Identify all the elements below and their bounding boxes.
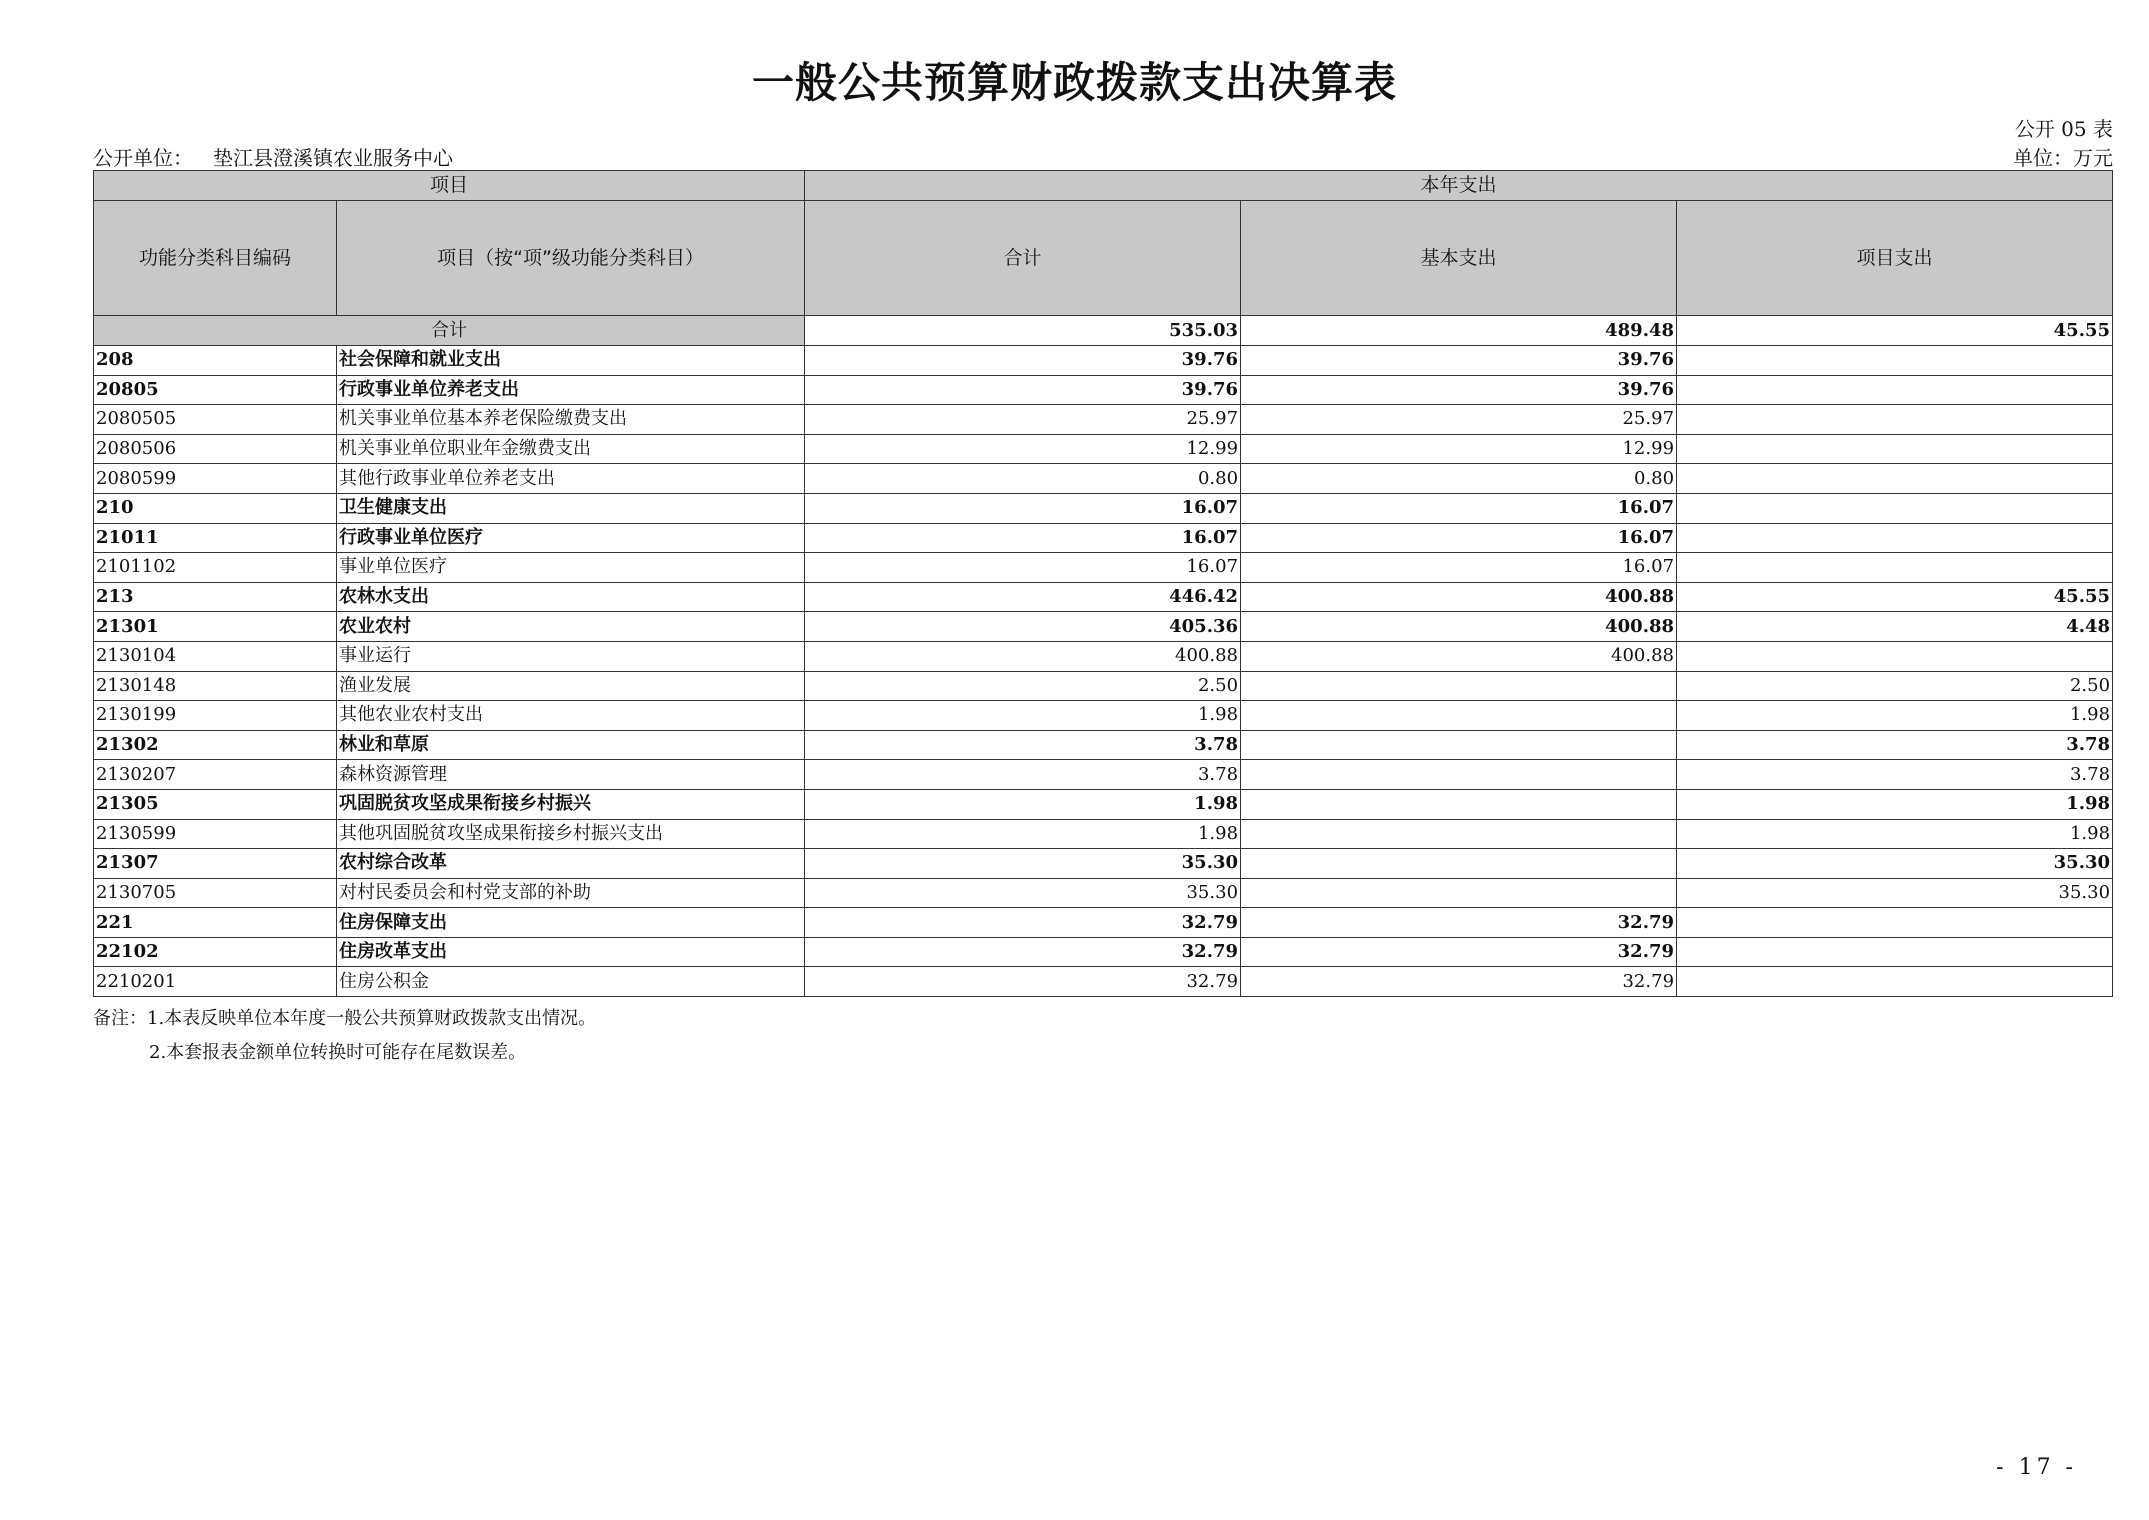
row-project: 1.98 bbox=[1677, 819, 2113, 849]
row-code: 21301 bbox=[94, 612, 337, 642]
unit-label: 单位：万元 bbox=[2013, 146, 2113, 170]
note-2: 2.本套报表金额单位转换时可能存在尾数误差。 bbox=[149, 1042, 527, 1063]
row-code: 208 bbox=[94, 346, 337, 376]
row-basic bbox=[1241, 671, 1677, 701]
row-name: 事业单位医疗 bbox=[337, 553, 805, 583]
total-label: 合计 bbox=[94, 316, 805, 346]
row-name: 其他巩固脱贫攻坚成果衔接乡村振兴支出 bbox=[337, 819, 805, 849]
page-number: - 17 - bbox=[1996, 1455, 2077, 1480]
row-code: 2130199 bbox=[94, 701, 337, 731]
total-basic: 489.48 bbox=[1241, 316, 1677, 346]
table-row bbox=[94, 434, 2113, 464]
row-total: 25.97 bbox=[805, 405, 1241, 435]
row-total: 35.30 bbox=[805, 849, 1241, 879]
header-name: 项目（按“项”级功能分类科目） bbox=[337, 201, 805, 316]
row-code: 21011 bbox=[94, 523, 337, 553]
row-basic: 25.97 bbox=[1241, 405, 1677, 435]
row-name: 住房公积金 bbox=[337, 967, 805, 997]
header-code: 功能分类科目编码 bbox=[94, 201, 337, 316]
row-basic: 32.79 bbox=[1241, 908, 1677, 938]
row-basic bbox=[1241, 849, 1677, 879]
row-basic bbox=[1241, 730, 1677, 760]
org-label: 公开单位： bbox=[93, 146, 193, 170]
row-name: 森林资源管理 bbox=[337, 760, 805, 790]
row-code: 2080506 bbox=[94, 434, 337, 464]
row-basic bbox=[1241, 819, 1677, 849]
row-basic: 16.07 bbox=[1241, 493, 1677, 523]
row-code: 21302 bbox=[94, 730, 337, 760]
row-code: 20805 bbox=[94, 375, 337, 405]
table-row bbox=[94, 553, 2113, 583]
table-row bbox=[94, 701, 2113, 731]
table-row bbox=[94, 730, 2113, 760]
header-basic: 基本支出 bbox=[1241, 201, 1677, 316]
row-name: 渔业发展 bbox=[337, 671, 805, 701]
row-basic: 39.76 bbox=[1241, 346, 1677, 376]
row-basic bbox=[1241, 760, 1677, 790]
row-total: 16.07 bbox=[805, 523, 1241, 553]
row-code: 2210201 bbox=[94, 967, 337, 997]
row-code: 2130599 bbox=[94, 819, 337, 849]
row-basic bbox=[1241, 701, 1677, 731]
table-row bbox=[94, 582, 2113, 612]
table-row bbox=[94, 878, 2113, 908]
row-code: 21307 bbox=[94, 849, 337, 879]
table-row bbox=[94, 967, 2113, 997]
table-row bbox=[94, 937, 2113, 967]
table-row bbox=[94, 671, 2113, 701]
row-name: 住房改革支出 bbox=[337, 937, 805, 967]
header-project-expenditure: 项目支出 bbox=[1677, 201, 2113, 316]
row-project bbox=[1677, 493, 2113, 523]
row-name: 其他行政事业单位养老支出 bbox=[337, 464, 805, 494]
row-total: 35.30 bbox=[805, 878, 1241, 908]
row-project: 1.98 bbox=[1677, 789, 2113, 819]
row-project bbox=[1677, 464, 2113, 494]
row-total: 32.79 bbox=[805, 908, 1241, 938]
row-total: 32.79 bbox=[805, 967, 1241, 997]
row-code: 2130148 bbox=[94, 671, 337, 701]
row-basic: 400.88 bbox=[1241, 612, 1677, 642]
header-total: 合计 bbox=[805, 201, 1241, 316]
row-basic: 12.99 bbox=[1241, 434, 1677, 464]
row-project: 4.48 bbox=[1677, 612, 2113, 642]
row-total: 2.50 bbox=[805, 671, 1241, 701]
row-name: 其他农业农村支出 bbox=[337, 701, 805, 731]
row-project bbox=[1677, 523, 2113, 553]
row-basic: 32.79 bbox=[1241, 967, 1677, 997]
total-row bbox=[94, 316, 2113, 346]
table-row bbox=[94, 612, 2113, 642]
org-name: 垫江县澄溪镇农业服务中心 bbox=[213, 146, 453, 170]
row-project: 45.55 bbox=[1677, 582, 2113, 612]
reporting-unit bbox=[93, 142, 453, 171]
row-code: 2130207 bbox=[94, 760, 337, 790]
row-project: 2.50 bbox=[1677, 671, 2113, 701]
table-row bbox=[94, 849, 2113, 879]
row-code: 2130705 bbox=[94, 878, 337, 908]
row-basic: 39.76 bbox=[1241, 375, 1677, 405]
row-total: 32.79 bbox=[805, 937, 1241, 967]
row-name: 卫生健康支出 bbox=[337, 493, 805, 523]
row-name: 行政事业单位养老支出 bbox=[337, 375, 805, 405]
row-name: 机关事业单位基本养老保险缴费支出 bbox=[337, 405, 805, 435]
row-code: 213 bbox=[94, 582, 337, 612]
row-project bbox=[1677, 937, 2113, 967]
row-total: 1.98 bbox=[805, 819, 1241, 849]
row-total: 1.98 bbox=[805, 789, 1241, 819]
row-project bbox=[1677, 908, 2113, 938]
row-name: 机关事业单位职业年金缴费支出 bbox=[337, 434, 805, 464]
row-project: 3.78 bbox=[1677, 760, 2113, 790]
table-row bbox=[94, 464, 2113, 494]
row-name: 社会保障和就业支出 bbox=[337, 346, 805, 376]
table-row bbox=[94, 405, 2113, 435]
row-code: 2080505 bbox=[94, 405, 337, 435]
row-name: 农村综合改革 bbox=[337, 849, 805, 879]
row-total: 12.99 bbox=[805, 434, 1241, 464]
row-total: 39.76 bbox=[805, 375, 1241, 405]
table-row bbox=[94, 789, 2113, 819]
row-name: 巩固脱贫攻坚成果衔接乡村振兴 bbox=[337, 789, 805, 819]
row-project: 1.98 bbox=[1677, 701, 2113, 731]
row-name: 林业和草原 bbox=[337, 730, 805, 760]
row-project: 3.78 bbox=[1677, 730, 2113, 760]
table-row bbox=[94, 908, 2113, 938]
row-project bbox=[1677, 967, 2113, 997]
row-name: 农业农村 bbox=[337, 612, 805, 642]
row-basic: 32.79 bbox=[1241, 937, 1677, 967]
row-code: 2080599 bbox=[94, 464, 337, 494]
row-basic: 0.80 bbox=[1241, 464, 1677, 494]
row-total: 16.07 bbox=[805, 553, 1241, 583]
header-project: 项目 bbox=[94, 171, 805, 201]
row-basic: 16.07 bbox=[1241, 523, 1677, 553]
table-row bbox=[94, 760, 2113, 790]
row-total: 0.80 bbox=[805, 464, 1241, 494]
row-code: 221 bbox=[94, 908, 337, 938]
row-total: 16.07 bbox=[805, 493, 1241, 523]
row-project bbox=[1677, 553, 2113, 583]
row-project: 35.30 bbox=[1677, 849, 2113, 879]
row-total: 405.36 bbox=[805, 612, 1241, 642]
table-row bbox=[94, 819, 2113, 849]
row-project bbox=[1677, 641, 2113, 671]
expenditure-table bbox=[93, 170, 2113, 997]
row-code: 2101102 bbox=[94, 553, 337, 583]
row-basic bbox=[1241, 878, 1677, 908]
row-code: 2130104 bbox=[94, 641, 337, 671]
row-total: 3.78 bbox=[805, 760, 1241, 790]
row-name: 事业运行 bbox=[337, 641, 805, 671]
row-name: 农林水支出 bbox=[337, 582, 805, 612]
row-total: 446.42 bbox=[805, 582, 1241, 612]
row-basic: 400.88 bbox=[1241, 582, 1677, 612]
row-total: 3.78 bbox=[805, 730, 1241, 760]
notes bbox=[93, 1002, 596, 1070]
table-row bbox=[94, 523, 2113, 553]
row-basic bbox=[1241, 789, 1677, 819]
table-row bbox=[94, 346, 2113, 376]
total-project: 45.55 bbox=[1677, 316, 2113, 346]
row-code: 22102 bbox=[94, 937, 337, 967]
row-project: 35.30 bbox=[1677, 878, 2113, 908]
note-1: 备注：1.本表反映单位本年度一般公共预算财政拨款支出情况。 bbox=[93, 1008, 597, 1029]
page-title: 一般公共预算财政拨款支出决算表 bbox=[751, 58, 1397, 107]
row-project bbox=[1677, 346, 2113, 376]
header-current-year: 本年支出 bbox=[805, 171, 2113, 201]
row-name: 对村民委员会和村党支部的补助 bbox=[337, 878, 805, 908]
form-number: 公开 05 表 bbox=[2014, 117, 2113, 141]
row-name: 行政事业单位医疗 bbox=[337, 523, 805, 553]
row-code: 21305 bbox=[94, 789, 337, 819]
row-name: 住房保障支出 bbox=[337, 908, 805, 938]
row-project bbox=[1677, 434, 2113, 464]
table-row bbox=[94, 641, 2113, 671]
row-project bbox=[1677, 405, 2113, 435]
row-basic: 16.07 bbox=[1241, 553, 1677, 583]
row-code: 210 bbox=[94, 493, 337, 523]
table-row bbox=[94, 375, 2113, 405]
row-basic: 400.88 bbox=[1241, 641, 1677, 671]
row-total: 39.76 bbox=[805, 346, 1241, 376]
total-amount: 535.03 bbox=[805, 316, 1241, 346]
row-total: 1.98 bbox=[805, 701, 1241, 731]
row-project bbox=[1677, 375, 2113, 405]
table-row bbox=[94, 493, 2113, 523]
row-total: 400.88 bbox=[805, 641, 1241, 671]
